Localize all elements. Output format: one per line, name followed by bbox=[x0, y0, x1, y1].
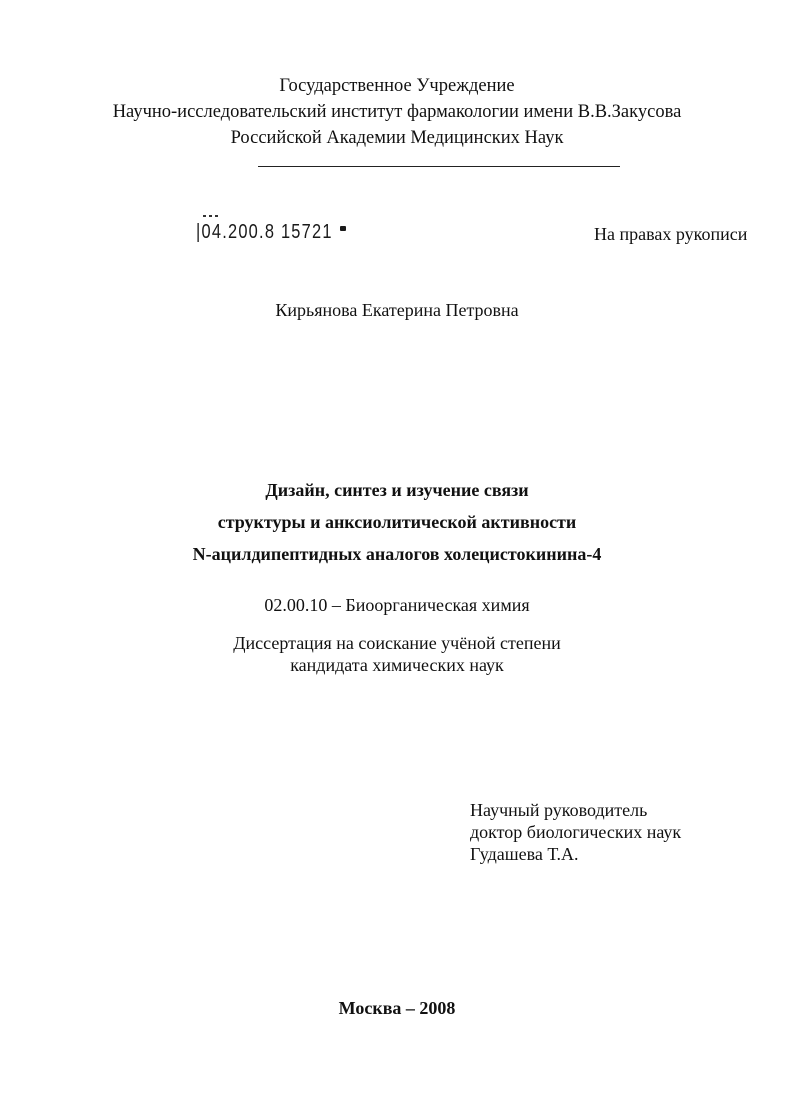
dissertation-line-1: Диссертация на соискание учёной степени bbox=[233, 633, 561, 653]
stamp-mark-icon bbox=[340, 226, 346, 231]
advisor-role: Научный руководитель bbox=[470, 800, 648, 820]
title-line-3: N-ацилдипептидных аналогов холецистокинина-4 bbox=[192, 544, 602, 564]
advisor-degree: доктор биологических наук bbox=[470, 822, 682, 842]
registration-stamp bbox=[196, 218, 333, 246]
stamp-bar: | bbox=[196, 221, 202, 243]
title-line-2: структуры и анксиолитической активности bbox=[217, 512, 577, 532]
author-name: Кирьянова Екатерина Петровна bbox=[275, 300, 519, 320]
institution-line-3: Российской Академии Медицинских Наук bbox=[230, 128, 564, 148]
title-line-1: Дизайн, синтез и изучение связи bbox=[265, 480, 529, 500]
dissertation-line-2: кандидата химических наук bbox=[290, 655, 504, 675]
header-divider bbox=[258, 166, 620, 167]
institution-line-1: Государственное Учреждение bbox=[279, 76, 515, 96]
advisor-name: Гудашева Т.А. bbox=[470, 844, 579, 864]
specialty: 02.00.10 – Биоорганическая химия bbox=[264, 595, 530, 615]
institution-line-2: Научно-исследовательский институт фармакологии имени В.В.Закусова bbox=[112, 102, 682, 122]
rights-note: На правах рукописи bbox=[594, 224, 748, 244]
stamp-number: 04.200.8 15721 bbox=[201, 221, 333, 243]
city-year: Москва – 2008 bbox=[338, 998, 456, 1018]
